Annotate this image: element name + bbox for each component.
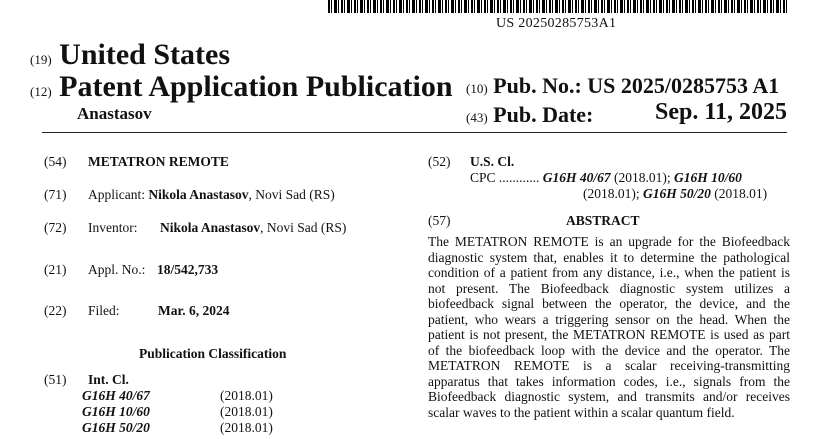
header-divider xyxy=(42,132,787,133)
cpc-class-1: G16H 40/67 xyxy=(542,170,611,185)
doc-type-line xyxy=(30,70,453,104)
cpc-date-2: (2018.01); xyxy=(583,186,643,201)
inventor-row xyxy=(44,220,346,236)
int-cl-label: Int. Cl. xyxy=(88,372,129,387)
inventor-short: Anastasov xyxy=(77,104,152,123)
applicant-label: Applicant: xyxy=(88,187,145,202)
abstract-text: The METATRON REMOTE is an upgrade for the Biofeedback diagnostic system that, enables it to determine the pathological condition of a patient from any distance, i.e., when the patient is not present. The Biofeedback diagnostic system utilizes a biofeedback signal between the operator, the device, and the patient, who wears a triggering sensor on the head. When the patient is not present, the METATRON REMOTE is used as part of the biofeedback loop with the device and the operator. The METATRON REMOTE is a scalar receiving-transmitting apparatus that takes information codes, i.e., signals from the Biofeedback diagnostic system, and transmits and/or receives scalar waves to the patient within a scalar quantum field. xyxy=(428,234,790,420)
country: United States xyxy=(59,38,231,71)
cpc-date-3: (2018.01) xyxy=(710,186,768,201)
inventor-name: Nikola Anastasov xyxy=(160,220,261,235)
code-22: (22) xyxy=(44,303,67,318)
code-51: (51) xyxy=(44,372,67,387)
cpc-label: CPC ............ xyxy=(470,170,540,185)
appl-no-label: Appl. No.: xyxy=(88,262,146,277)
code-54: (54) xyxy=(44,154,67,169)
cpc-date-1: (2018.01); xyxy=(610,170,675,185)
int-cl-date: (2018.01) xyxy=(220,388,273,403)
int-cl-code: G16H 40/67 xyxy=(82,388,150,403)
appl-no-row xyxy=(44,262,218,278)
cpc-class-2: G16H 10/60 xyxy=(674,170,742,185)
code-19: (19) xyxy=(30,52,52,67)
abstract-heading: ABSTRACT xyxy=(566,213,640,228)
code-72: (72) xyxy=(44,220,67,235)
code-12: (12) xyxy=(30,84,52,99)
title-row xyxy=(44,154,229,170)
filed-row xyxy=(44,303,230,319)
cpc-line-2 xyxy=(583,186,767,202)
int-cl-entry xyxy=(82,388,273,404)
pub-no-line xyxy=(466,73,779,99)
appl-no-value: 18/542,733 xyxy=(157,262,219,277)
applicant-name: Nikola Anastasov xyxy=(148,187,249,202)
int-cl-code: G16H 50/20 xyxy=(82,420,150,435)
us-cl-row xyxy=(428,154,514,170)
us-cl-label: U.S. Cl. xyxy=(470,154,515,169)
pub-date-label: Pub. Date: xyxy=(493,102,594,127)
cpc-class-3: G16H 50/20 xyxy=(643,186,711,201)
pub-no-label: Pub. No.: xyxy=(493,73,582,98)
int-cl-entry xyxy=(82,404,273,420)
pub-no-value: US 2025/0285753 A1 xyxy=(587,73,780,98)
applicant-row xyxy=(44,187,335,203)
applicant-location: , Novi Sad (RS) xyxy=(248,187,335,202)
invention-title: METATRON REMOTE xyxy=(88,154,229,169)
publication-classification-heading: Publication Classification xyxy=(139,346,287,361)
inventor-location: , Novi Sad (RS) xyxy=(260,220,347,235)
pub-date-label-line xyxy=(466,102,593,128)
code-52: (52) xyxy=(428,154,451,169)
code-10: (10) xyxy=(466,81,488,96)
int-cl-row xyxy=(44,372,129,388)
code-21: (21) xyxy=(44,262,67,277)
pub-date-value: Sep. 11, 2025 xyxy=(655,99,788,125)
code-71: (71) xyxy=(44,187,67,202)
int-cl-code: G16H 10/60 xyxy=(82,404,150,419)
barcode xyxy=(328,0,788,13)
int-cl-date: (2018.01) xyxy=(220,420,273,435)
doc-type: Patent Application Publication xyxy=(59,70,453,103)
inventor-label: Inventor: xyxy=(88,220,138,235)
int-cl-entry xyxy=(82,420,273,436)
country-line xyxy=(30,38,230,72)
code-57: (57) xyxy=(428,213,451,228)
int-cl-date: (2018.01) xyxy=(220,404,273,419)
barcode-number: US 20250285753A1 xyxy=(496,16,617,31)
cpc-line-1 xyxy=(470,170,742,186)
code-43: (43) xyxy=(466,110,488,125)
filed-label: Filed: xyxy=(88,303,120,318)
filed-value: Mar. 6, 2024 xyxy=(158,303,230,318)
